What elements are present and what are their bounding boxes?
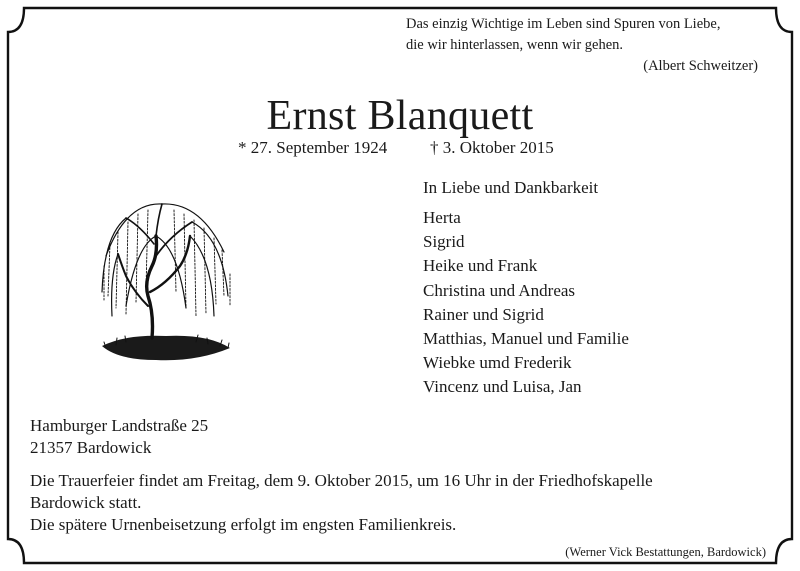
mourners-list <box>423 206 629 400</box>
list-item: Rainer und Sigrid <box>423 304 544 324</box>
quote-author: (Albert Schweitzer) <box>643 58 758 74</box>
list-item: Heike und Frank <box>423 256 538 276</box>
undertaker-credit: (Werner Vick Bestattungen, Bardowick) <box>565 545 766 559</box>
mourners-intro: In Liebe und Dankbarkeit <box>423 178 599 197</box>
service-line-3: Die spätere Urnenbeisetzung erfolgt im engsten Familienkreis. <box>30 515 457 534</box>
quote-block <box>406 14 758 77</box>
deceased-name: Ernst Blanquett <box>266 93 534 139</box>
service-info <box>30 470 730 536</box>
quote-line-2: die wir hinterlassen, wenn wir gehen. <box>406 37 624 53</box>
service-line-2: Bardowick statt. <box>30 493 142 512</box>
address-city: 21357 Bardowick <box>30 438 152 457</box>
death-date: † 3. Oktober 2015 <box>430 138 554 157</box>
list-item: Wiebke umd Frederik <box>423 353 572 373</box>
list-item: Christina und Andreas <box>423 280 576 300</box>
address-street: Hamburger Landstraße 25 <box>30 416 209 435</box>
birth-date: * 27. September 1924 <box>238 138 388 157</box>
quote-line-1: Das einzig Wichtige im Leben sind Spuren von Liebe, <box>406 16 721 32</box>
weeping-willow-icon <box>96 196 236 376</box>
service-line-1: Die Trauerfeier findet am Freitag, dem 9. Oktober 2015, um 16 Uhr in der Friedhofskapelle <box>30 471 653 490</box>
list-item: Sigrid <box>423 232 465 252</box>
list-item: Herta <box>423 208 461 227</box>
list-item: Matthias, Manuel und Familie <box>423 329 629 349</box>
address-block <box>30 415 208 459</box>
list-item: Vincenz und Luisa, Jan <box>423 377 582 397</box>
